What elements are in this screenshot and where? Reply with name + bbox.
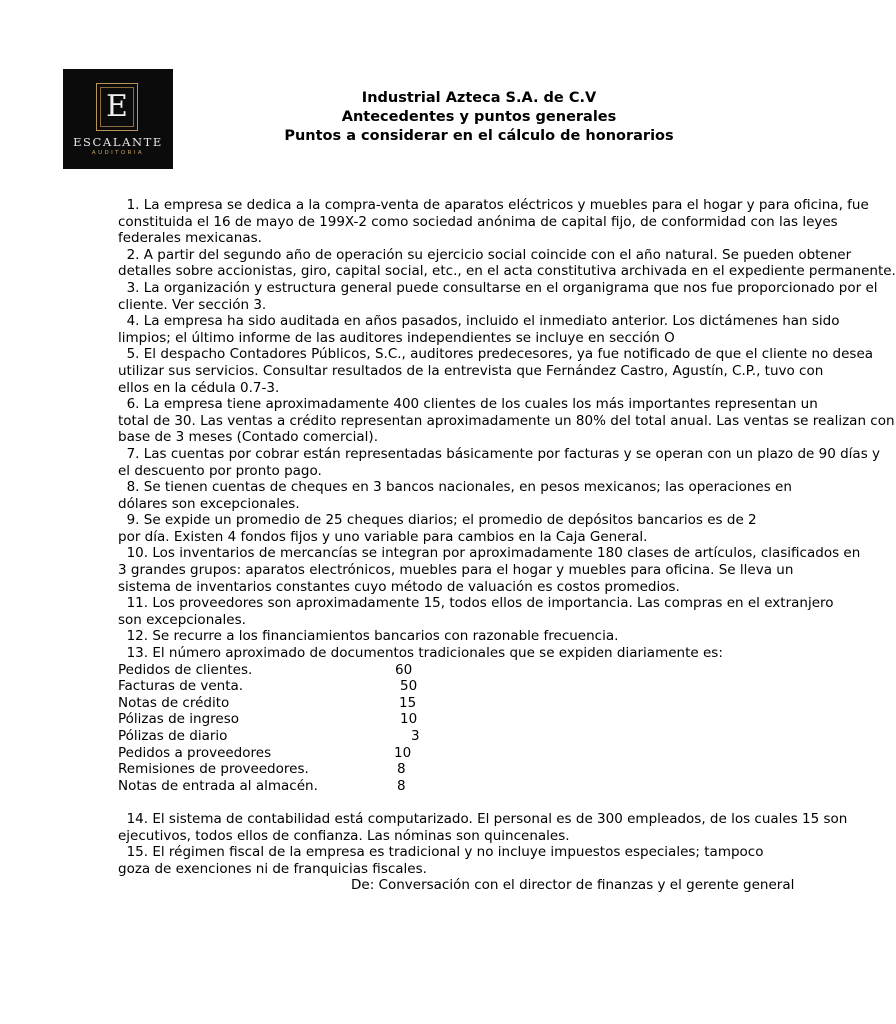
- documents-row: [118, 678, 704, 695]
- logo-letter: E: [106, 89, 128, 124]
- point-10-line-2: 3 grandes grupos: aparatos electrónicos, muebles para el hogar y muebles para oficina. Se lleva un: [118, 562, 794, 579]
- point-8-line-2: dólares son excepcionales.: [118, 495, 300, 512]
- point-11-line-1: 11. Los proveedores son aproximadamente 15, todos ellos de importancia. Las compras en el extranjero: [118, 595, 834, 612]
- point-5-line-3: ellos en la cédula 0.7-3.: [118, 379, 280, 396]
- blank-line: [118, 794, 704, 811]
- point-14-line-1: 14. El sistema de contabilidad está computarizado. El personal es de 300 empleados, de los cuales 15 son: [118, 810, 848, 827]
- point-10-line-3: sistema de inventarios constantes cuyo método de valuación es costos promedios.: [118, 578, 680, 595]
- point-1-line-1: 1. La empresa se dedica a la compra-venta de aparatos eléctricos y muebles para el hogar y para oficina, fue: [118, 197, 869, 213]
- logo-frame: [96, 83, 138, 131]
- document-title: Antecedentes y puntos generales: [341, 109, 617, 125]
- documents-value: 60: [395, 661, 413, 678]
- logo-subtitle: AUDITORIA: [91, 150, 145, 156]
- point-6-line-2: total de 30. Las ventas a crédito representan aproximadamente un 80% del total anual. Las ventas se realizan con: [118, 412, 895, 429]
- documents-label: Pólizas de diario: [118, 728, 228, 744]
- point-12-line-1: 12. Se recurre a los financiamientos bancarios con razonable frecuencia.: [118, 628, 619, 645]
- document-header: [240, 89, 718, 146]
- document-body: [118, 197, 896, 897]
- point-2-line-1: 2. A partir del segundo año de operación su ejercicio social coincide con el año natural. Se pueden obtener: [118, 246, 852, 263]
- point-6-line-3: base de 3 meses (Contado comercial).: [118, 429, 378, 446]
- point-9-line-1: 9. Se expide un promedio de 25 cheques diarios; el promedio de depósitos bancarios es de 2: [118, 512, 757, 529]
- documents-label: Pólizas de ingreso: [118, 711, 239, 728]
- logo-name: ESCALANTE: [73, 135, 163, 149]
- point-6-line-1: 6. La empresa tiene aproximadamente 400 clientes de los cuales los más importantes representan un: [118, 396, 818, 413]
- point-3-line-2: cliente. Ver sección 3.: [118, 296, 267, 313]
- point-9-line-2: por día. Existen 4 fondos fijos y uno variable para cambios en la Caja General.: [118, 528, 648, 545]
- documents-value: 50: [400, 678, 418, 695]
- point-7-line-2: el descuento por pronto pago.: [118, 462, 322, 479]
- point-1-line-3: federales mexicanas.: [118, 230, 262, 247]
- documents-label: Pedidos de clientes.: [118, 661, 253, 678]
- documents-row: [118, 695, 704, 712]
- point-10-line-1: 10. Los inventarios de mercancías se integran por aproximadamente 180 clases de artículos, clasificados en: [118, 545, 861, 562]
- documents-value: 8: [397, 761, 406, 778]
- point-14-line-2: ejecutivos, todos ellos de confianza. Las nóminas son quincenales.: [118, 827, 570, 844]
- documents-row: [118, 728, 704, 745]
- documents-value: 15: [399, 694, 417, 711]
- documents-label: Pedidos a proveedores: [118, 744, 272, 761]
- point-3-line-1: 3. La organización y estructura general puede consultarse en el organigrama que nos fue proporcionado por el: [118, 279, 878, 296]
- point-7-line-1: 7. Las cuentas por cobrar están representadas básicamente por facturas y se operan con un plazo de 90 días y: [118, 445, 881, 462]
- documents-value: 8: [397, 777, 406, 794]
- documents-label: Notas de crédito: [118, 694, 230, 711]
- point-2-line-2: detalles sobre accionistas, giro, capital social, etc., en el acta constitutiva archivada en el expediente permanente.: [118, 263, 896, 280]
- documents-row: [118, 745, 704, 762]
- point-15-line-1: 15. El régimen fiscal de la empresa es tradicional y no incluye impuestos especiales; tampoco: [118, 844, 764, 861]
- point-4-line-1: 4. La empresa ha sido auditada en años pasados, incluido el inmediato anterior. Los dictámenes han sido: [118, 313, 840, 330]
- point-11-line-2: son excepcionales.: [118, 611, 246, 628]
- point-1-line-2: constituida el 16 de mayo de 199X-2 como sociedad anónima de capital fijo, de conformidad con las leyes: [118, 213, 838, 230]
- documents-row: [118, 711, 704, 728]
- point-15-line-2: goza de exenciones ni de franquicias fiscales.: [118, 860, 427, 877]
- company-logo: [63, 69, 173, 169]
- documents-value: 10: [394, 744, 412, 761]
- documents-row: [118, 778, 704, 795]
- point-5-line-1: 5. El despacho Contadores Públicos, S.C., auditores predecesores, ya fue notificado de que el cliente no desea: [118, 346, 874, 363]
- point-13-line-1: 13. El número aproximado de documentos tradicionales que se expiden diariamente es:: [118, 645, 723, 662]
- point-8-line-1: 8. Se tienen cuentas de cheques en 3 bancos nacionales, en pesos mexicanos; las operaciones en: [118, 479, 792, 496]
- company-title: Industrial Azteca S.A. de C.V: [361, 90, 597, 106]
- documents-value: 10: [400, 711, 418, 728]
- documents-label: Notas de entrada al almacén.: [118, 777, 318, 794]
- point-5-line-2: utilizar sus servicios. Consultar resultados de la entrevista que Fernández Castro, Agustín, C.P., tuvo con: [118, 362, 824, 379]
- documents-label: Facturas de venta.: [118, 678, 244, 695]
- documents-label: Remisiones de proveedores.: [118, 761, 309, 778]
- documents-value: 3: [411, 728, 420, 744]
- point-4-line-2: limpios; el último informe de las auditores independientes se incluye en sección O: [118, 329, 675, 346]
- source-note: De: Conversación con el director de finanzas y el gerente general: [351, 877, 795, 894]
- documents-row: [118, 662, 704, 679]
- document-subtitle: Puntos a considerar en el cálculo de honorarios: [284, 128, 674, 144]
- documents-row: [118, 761, 704, 778]
